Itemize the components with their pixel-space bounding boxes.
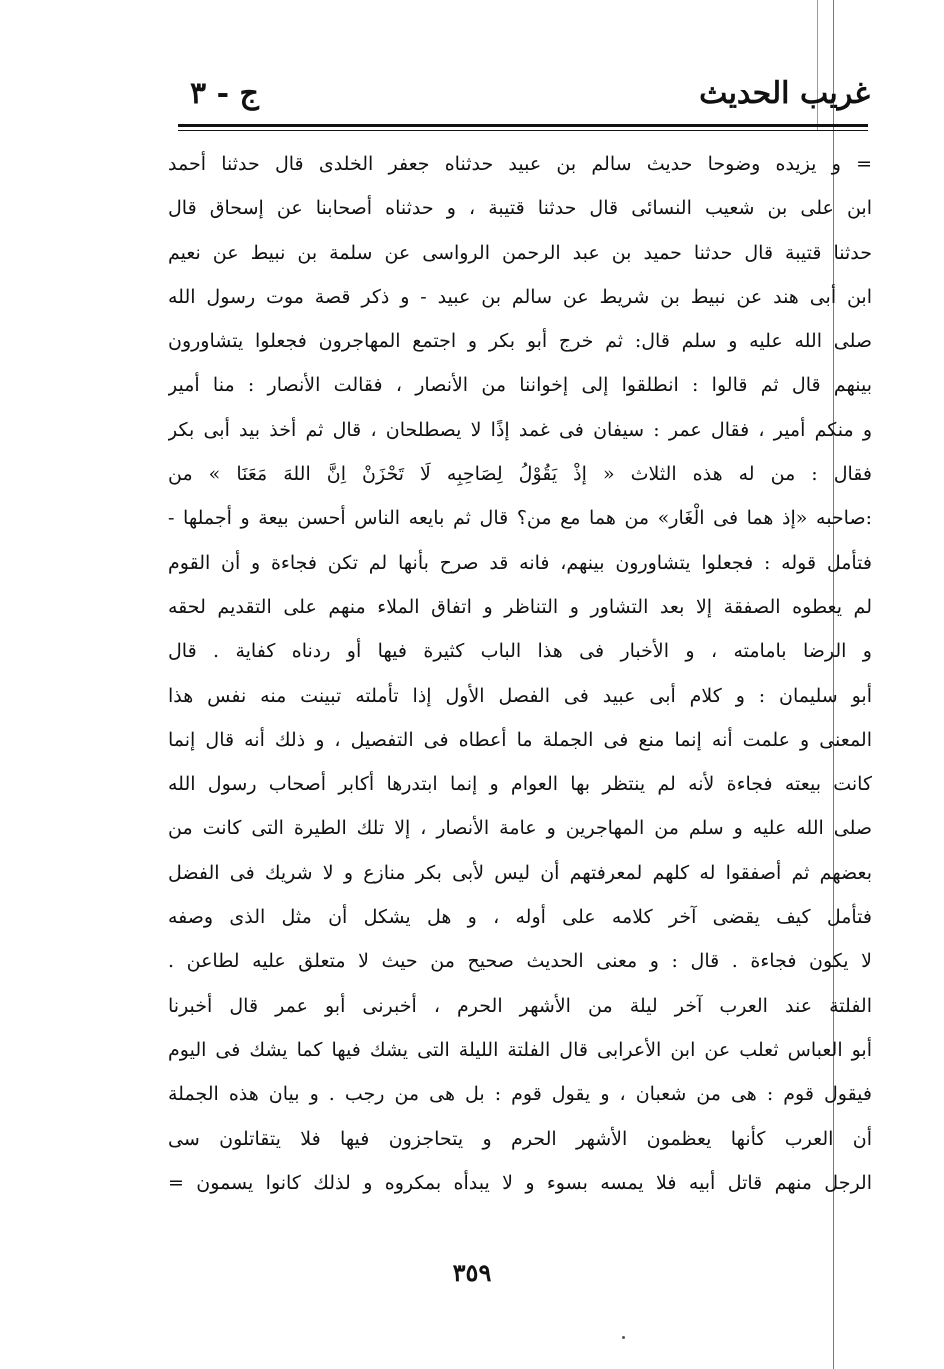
text-line: لا يكون فجاءة . قال : و معنى الحديث صحيح من حيث لا متعلق عليه لطاعن . (168, 950, 872, 973)
text-line: أبو سليمان : و كلام أبى عبيد فى الفصل الأول إذا تأملته تبينت منه نفس هذا (168, 684, 872, 707)
header-rule-thin (178, 130, 868, 131)
header-volume: ج - ٣ (190, 76, 259, 111)
running-header (190, 72, 870, 122)
scan-dot (622, 1336, 625, 1339)
text-line: الفلتة عند العرب آخر ليلة من الأشهر الحرم ، أخبرنى أبو عمر قال أخبرنا (168, 994, 872, 1017)
text-line: فتأمل كيف يقضى آخر كلامه على أوله ، و هل يشكل أن مثل الذى وصفه (168, 906, 872, 929)
text-line: فقال : من له هذه الثلاث « إذْ يَقُوْلُ لِصَاحِبِه لَا تَحْزَنْ اِنَّ اللهَ مَعَنَا » من (168, 463, 872, 486)
text-line: :صاحبه «إذ هما فى الْغَار» من هما مع من؟ قال ثم بايعه الناس أحسن بيعة و أجملها - (168, 507, 872, 530)
text-line: الرجل منهم قاتل أبيه فلا يمسه بسوء و لا يبدأه بمكروه و لذلك كانوا يسمون = (168, 1171, 872, 1194)
text-line: و الرضا بامامته ، و الأخبار فى هذا الباب كثيرة فيها أو ردناه كفاية . قال (168, 640, 872, 663)
header-rule-thick (178, 124, 868, 127)
text-line: أن العرب كأنها يعظمون الأشهر الحرم و يتحاجزون فيها فلا يتقاتلون سى (168, 1127, 872, 1150)
body-text (168, 142, 872, 1205)
text-line: المعنى و علمت أنه إنما منع فى الجملة ما أعطاه فى التفصيل ، و ذلك أنه قال إنما (168, 728, 872, 751)
text-line: أبو العباس ثعلب عن ابن الأعرابى قال الفلتة الليلة التى يشك فيها كما يشك فى اليوم (168, 1038, 872, 1061)
text-line: فيقول قوم : هى من شعبان ، و يقول قوم : بل هى من رجب . و بيان هذه الجملة (168, 1083, 872, 1106)
text-line: لم يعطوه الصفقة إلا بعد التشاور و التناظر و اتفاق الملاء منهم على التقديم لحقه (168, 595, 872, 618)
text-line: ابن على بن شعيب النسائى قال حدثنا قتيبة ، و حدثناه أصحابنا عن إسحاق قال (168, 197, 872, 220)
header-title: غريب الحديث (699, 76, 870, 111)
text-line: ابن أبى هند عن نبيط بن شريط عن سالم بن عبيد - و ذكر قصة موت رسول الله (168, 285, 872, 308)
text-line: بعضهم ثم أصفقوا له كلهم لمعرفتهم أن ليس لأبى بكر منازع و لا شريك فى الفضل (168, 861, 872, 884)
text-line: حدثنا قتيبة قال حدثنا حميد بن عبد الرحمن الرواسى عن سلمة بن نبيط عن نعيم (168, 241, 872, 264)
page-number: ٣٥٩ (452, 1258, 492, 1287)
text-line: صلى الله عليه و سلم من المهاجرين و عامة الأنصار ، إلا تلك الطيرة التى كانت من (168, 817, 872, 840)
text-line: فتأمل قوله : فجعلوا يتشاورون بينهم، فانه قد صرح بأنها لم تكن فجاءة و أن القوم (168, 551, 872, 574)
text-line: صلى الله عليه و سلم قال: ثم خرج أبو بكر و اجتمع المهاجرون فجعلوا يتشاورون (168, 330, 872, 353)
text-line: بينهم قال ثم قالوا : انطلقوا إلى إخواننا من الأنصار ، فقالت الأنصار : منا أمير (168, 374, 872, 397)
text-line: = و يزيده وضوحا حديث سالم بن عبيد حدثناه جعفر الخلدى قال حدثنا أحمد (168, 153, 872, 175)
text-line: كانت بيعته فجاءة لأنه لم ينتظر بها العوام و إنما ابتدرها أكابر أصحاب رسول الله (168, 773, 872, 796)
text-line: و منكم أمير ، فقال عمر : سيفان فى غمد إذًا لا يصطلحان ، قال ثم أخذ بيد أبى بكر (168, 418, 872, 441)
